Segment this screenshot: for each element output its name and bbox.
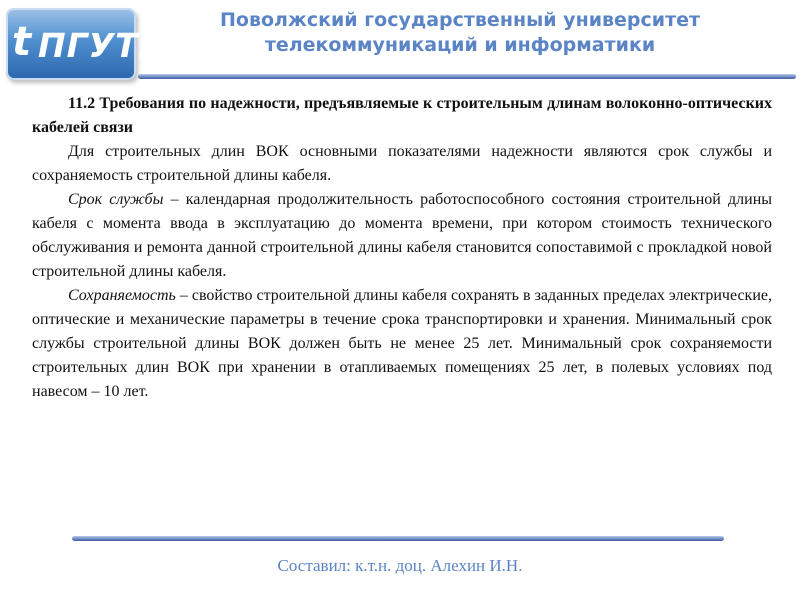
logo-antenna-glyph: t: [12, 19, 33, 65]
footer-divider: [72, 536, 724, 541]
document-body: [32, 92, 772, 404]
page-header-title: [140, 8, 780, 58]
paragraph-intro: Для строительных длин ВОК основными показателями надежности являются срок службы и сохраняемость строительной длины кабеля.: [32, 143, 772, 184]
term-service-life: Срок службы: [68, 191, 164, 208]
definition-storability: – свойство строительной длины кабеля сохранять в заданных пределах электрические, оптические и механические параметры в течение срока транспортировки и хранения. Минимальный срок службы строительной длины ВОК должен быть не менее 25 лет. Минимальный срок сохраняемости строительных длин ВОК при хранении в отапливаемых помещениях 25 лет, в полевых условиях под навесом – 10 лет.: [32, 287, 772, 400]
term-storability: Сохраняемость: [68, 287, 176, 304]
author-credit: Составил: к.т.н. доц. Алехин И.Н.: [277, 556, 523, 575]
header-title-line-1: Поволжский государственный университет: [219, 9, 701, 31]
paragraph-service-life: [32, 188, 772, 284]
header-title-line-2: телекоммуникаций и информатики: [264, 34, 656, 56]
definition-service-life: – календарная продолжительность работоспособного состояния строительной длины кабеля с момента ввода в эксплуатацию до момента времени, при котором стоимость технического обслуживания и ремонта данной строительной длины кабеля становится сопоставимой с прокладкой новой строительной длины кабеля.: [32, 191, 773, 280]
paragraph-storability: [32, 284, 772, 404]
logo-text: ПГУТИ: [38, 26, 168, 65]
header-divider: [138, 74, 796, 79]
section-heading: 11.2 Требования по надежности, предъявляемые к строительным длинам волоконно-оптических кабелей связи: [32, 95, 772, 136]
university-logo: [6, 8, 168, 80]
